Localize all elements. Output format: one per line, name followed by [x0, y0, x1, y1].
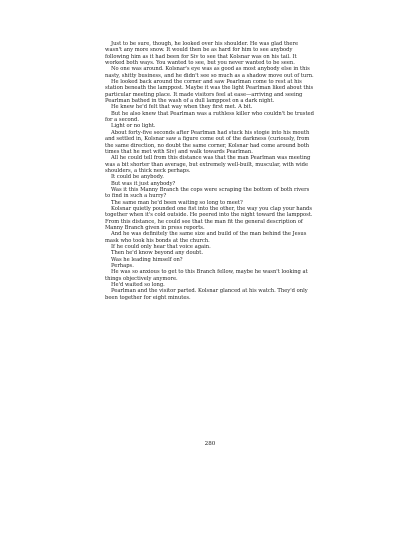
paragraph: But he also knew that Pearlman was a ruthless killer who couldn't be trusted for a second.: [105, 110, 314, 124]
paragraph: About forty-five seconds after Pearlman had stuck his stogie into his mouth and settled in, Kolsnar saw a figure come out of the darkness (curiously, from the same direction, no doubt the same corner, Kolsnar had come around both times that he met with Siv) and walk towards Pearlman.: [105, 129, 310, 155]
paragraph: Was he leading himself on?: [111, 256, 183, 263]
paragraph: If he could only hear that voice again.: [111, 244, 211, 250]
page-number: 280: [204, 441, 216, 447]
paragraph: He was so anxious to get to this Branch fellow, maybe he wasn't looking at things objectively anymore.: [105, 269, 308, 282]
paragraph: He'd waited so long.: [111, 282, 165, 289]
paragraph: He knew he'd felt that way when they first met. A bit.: [111, 104, 253, 111]
paragraph: But was it just anybody?: [111, 180, 176, 187]
paragraph: It could be anybody.: [111, 174, 164, 181]
paragraph: Then he'd know beyond any doubt.: [111, 250, 203, 257]
paragraph: No one was around. Kolsnar's eye was as good as most anybody else in this nasty, shitty business, and he didn't see so much as a shadow move out of turn.: [105, 66, 314, 79]
body-text: [105, 41, 315, 301]
paragraph: The same man he'd been waiting so long to meet?: [111, 199, 243, 206]
paragraph: All he could tell from this distance was that the man Pearlman was meeting was a bit shorter than average, but extremely well-built, muscular, with wide shoulders, a thick neck perhaps.: [105, 155, 311, 174]
paragraph: Light or no light.: [111, 123, 156, 130]
paragraph: Pearlman and the visitor parted. Kolsnar glanced at his watch. They'd only been together for eight minutes.: [105, 288, 308, 301]
paragraph: And he was definitely the same size and build of the man behind the Jesus mask who took his bonds at the church.: [105, 231, 307, 244]
paragraph: Just to be sure, though, he looked over his shoulder. He was glad there wasn't any more snow. It would then be as hard for him to see anybody following him as it had been for Siv to see that Kolsnar was on his tail. It worked both ways. You wanted to see, but you never wanted to be seen.: [105, 41, 299, 67]
paragraph: Was it this Manny Branch the cops were scraping the bottom of both rivers to find in such a hurry?: [105, 186, 310, 200]
paragraph: He looked back around the corner and saw Pearlman come to rest at his station beneath the lamppost. Maybe it was the light Pearlman liked about this particular meeting place. It made visitors feel at ease—arriving and seeing Pearlman bathed in the wash of a dull lamppost on a dark night.: [105, 79, 314, 105]
paragraph: Perhaps.: [111, 263, 134, 270]
paragraph: Kolsnar quietly pounded one fist into the other, the way you clap your hands together when it's cold outside. He peered into the night toward the lamppost. From this distance, he could see that the man fit the general description of Manny Branch given in press reports.: [105, 205, 313, 231]
